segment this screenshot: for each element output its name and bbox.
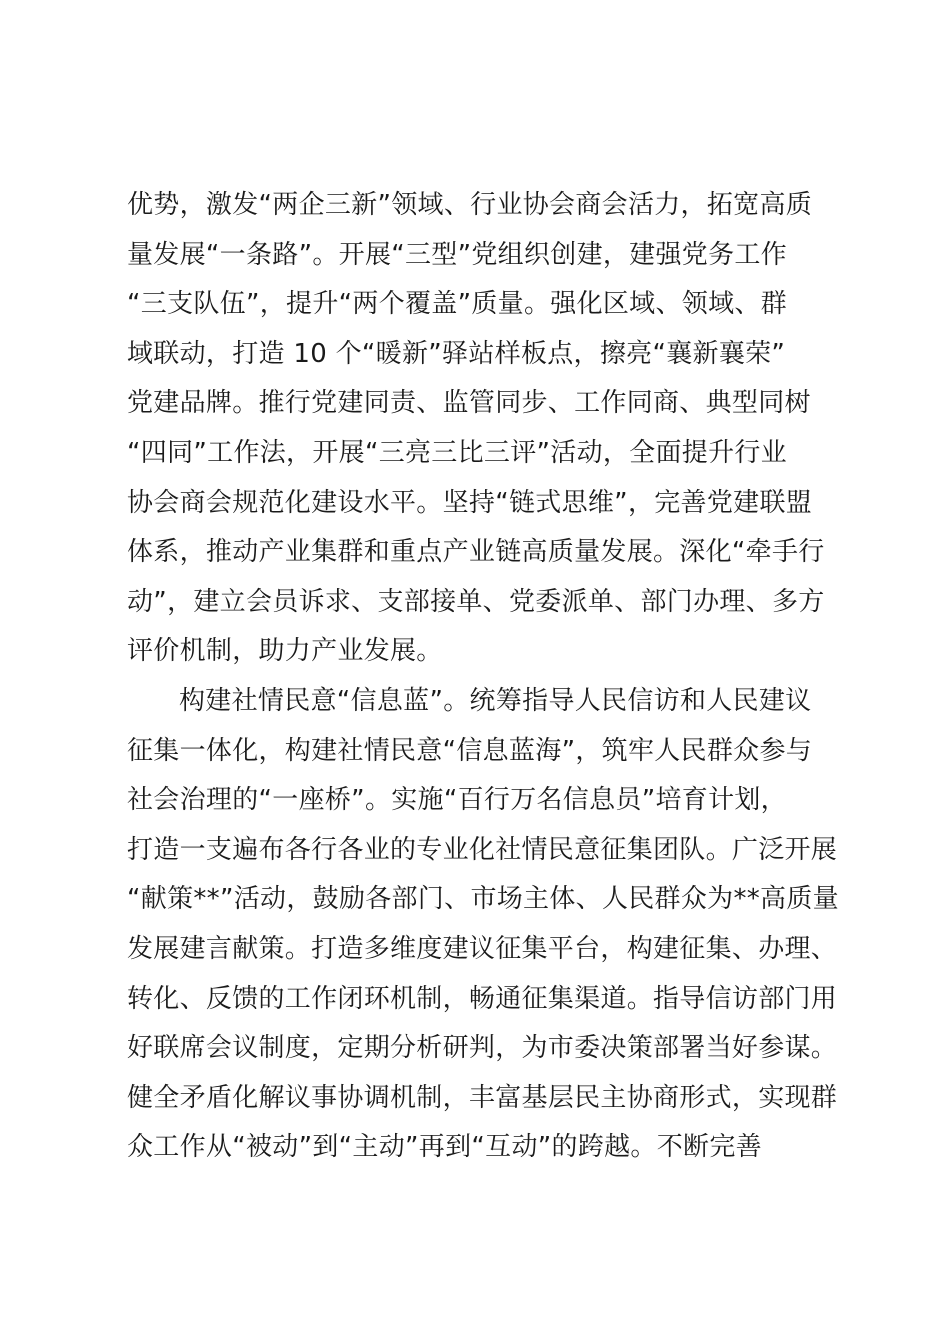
- text-line: 发展建言献策。打造多维度建议征集平台，构建征集、办理、: [127, 933, 838, 964]
- text-line: 社会治理的“一座桥”。实施“百行万名信息员”培育计划，: [127, 785, 787, 816]
- document-body: [127, 181, 837, 1173]
- text-line: 党建品牌。推行党建同责、监管同步、工作同商、典型同树: [127, 388, 811, 419]
- text-line: 动”，建立会员诉求、支部接单、党委派单、部门办理、多方: [127, 586, 825, 617]
- text-line: 协会商会规范化建设水平。坚持“链式思维”，完善党建联盟: [127, 487, 813, 518]
- text-line: “四同”工作法，开展“三亮三比三评”活动，全面提升行业: [127, 437, 787, 468]
- text-line: 打造一支遍布各行各业的专业化社情民意征集团队。广泛开展: [127, 834, 838, 865]
- text-line: 优势，激发“两企三新”领域、行业协会商会活力，拓宽高质: [127, 190, 813, 220]
- text-line: 量发展“一条路”。开展“三型”党组织创建，建强党务工作: [127, 239, 787, 270]
- text-line: “三支队伍”，提升“两个覆盖”质量。强化区域、领域、群: [127, 289, 787, 320]
- text-line: 好联席会议制度，定期分析研判，为市委决策部署当好参谋。: [127, 1033, 838, 1064]
- text-line: 体系，推动产业集群和重点产业链高质量发展。深化“牵手行: [127, 537, 825, 568]
- text-line: 征集一体化，构建社情民意“信息蓝海”，筑牢人民群众参与: [127, 735, 813, 766]
- paragraph-start-line: 构建社情民意“信息蓝”。统筹指导人民信访和人民建议: [179, 685, 812, 716]
- text-line: 健全矛盾化解议事协调机制，丰富基层民主协商形式，实现群: [127, 1082, 838, 1113]
- text-line: 评价机制，助力产业发展。: [127, 636, 443, 667]
- text-line: 域联动，打造 10 个“暖新”驿站样板点，擦亮“襄新襄荣”: [127, 338, 786, 369]
- text-line: 转化、反馈的工作闭环机制，畅通征集渠道。指导信访部门用: [127, 983, 838, 1014]
- text-line: 众工作从“被动”到“主动”再到“互动”的跨越。不断完善: [127, 1132, 762, 1163]
- text-line: “献策**”活动，鼓励各部门、市场主体、人民群众为**高质量: [127, 884, 839, 915]
